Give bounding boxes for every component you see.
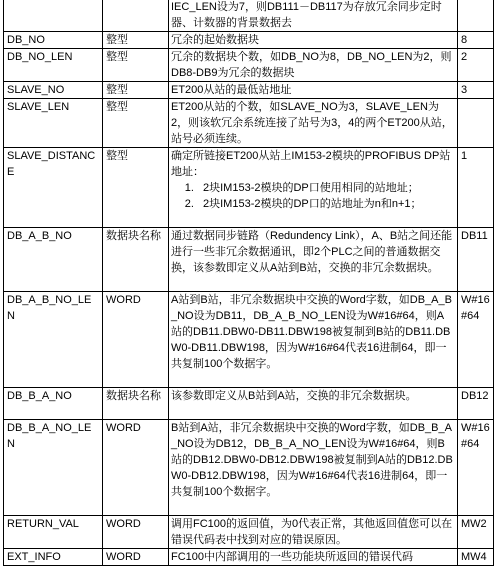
param-name-cell: DB_B_A_NO_LEN: [4, 420, 103, 516]
param-value-cell: DB12: [458, 388, 494, 420]
parameter-table: [3, 0, 494, 566]
param-desc-cell: FC100中内部调用的一些功能块所返回的错误代码: [169, 549, 458, 566]
table-row: [4, 420, 494, 516]
table-row: [4, 49, 494, 82]
table-row: [4, 388, 494, 420]
param-name-cell: EXT_INFO: [4, 549, 103, 566]
param-value-cell: W#16#64: [458, 292, 494, 388]
address-option-list: [171, 180, 454, 212]
table-row: [4, 99, 494, 148]
param-desc-cell: 冗余的数据块个数，如DB_NO为8，DB_NO_LEN为2，则DB8-DB9为冗余的数据块: [169, 49, 458, 82]
param-desc-text: 确定所链接ET200从站上IM153-2模块的PROFIBUS DP站地址：: [171, 150, 451, 178]
param-desc-cell: IEC_LEN设为7，则DB111－DB117为存放冗余同步定时器、计数器的背景数据去: [169, 0, 458, 32]
param-name-cell: SLAVE_NO: [4, 82, 103, 99]
param-name-cell: DB_B_A_NO: [4, 388, 103, 420]
param-desc-cell: ET200从站的个数，如SLAVE_NO为3，SLAVE_LEN为2，则该软冗余系统连接了站号为3，4的两个ET200从站，站号必须连续。: [169, 99, 458, 148]
param-desc-cell: 通过数据同步链路（Redundency Link），A、B站之间还能进行一些非冗余数据通讯，即2个PLC之间的普通数据交换，该参数即定义从A站到B站，交换的非冗余数据块。: [169, 228, 458, 292]
param-type-cell: 整型: [103, 99, 169, 148]
table-row: [4, 82, 494, 99]
table-row: [4, 228, 494, 292]
param-name-cell: SLAVE_DISTANCE: [4, 148, 103, 228]
param-value-cell: 1: [458, 148, 494, 228]
param-desc-cell: 冗余的起始数据块: [169, 32, 458, 49]
param-type-cell: WORD: [103, 420, 169, 516]
param-desc-cell: [169, 148, 458, 228]
param-name-cell: DB_A_B_NO_LEN: [4, 292, 103, 388]
param-name-cell: RETURN_VAL: [4, 516, 103, 549]
param-type-cell: 数据块名称: [103, 228, 169, 292]
param-value-cell: W#16#64: [458, 420, 494, 516]
param-type-cell: WORD: [103, 292, 169, 388]
table-row: [4, 292, 494, 388]
param-type-cell: 整型: [103, 82, 169, 99]
list-item: 2. 2块IM153-2模块的DP口的站地址为n和n+1；: [197, 196, 454, 212]
table-row: [4, 516, 494, 549]
param-value-cell: 8: [458, 32, 494, 49]
table-row: [4, 549, 494, 566]
param-value-cell: 3: [458, 82, 494, 99]
param-name-cell: DB_NO: [4, 32, 103, 49]
param-name-cell: SLAVE_LEN: [4, 99, 103, 148]
param-type-cell: 数据块名称: [103, 388, 169, 420]
table-row: [4, 148, 494, 228]
table-row: [4, 0, 494, 32]
param-desc-cell: B站到A站，非冗余数据块中交换的Word字数，如DB_B_A_NO设为DB12，DB_B_A_NO_LEN设为W#16#64，则B站的DB12.DBW0-DB12.DBW198被复制到A站的DB12.DBW0-DB12.DBW198，因为W#16#64代表16进制64，即一共复制100个数据字。: [169, 420, 458, 516]
param-type-cell: [103, 0, 169, 32]
param-desc-cell: 调用FC100的返回值，为0代表正常，其他返回值您可以在错误代码表中找到对应的错误原因。: [169, 516, 458, 549]
param-value-cell: MW2: [458, 516, 494, 549]
param-value-cell: MW4: [458, 549, 494, 566]
param-name-cell: [4, 0, 103, 32]
param-type-cell: 整型: [103, 32, 169, 49]
param-desc-cell: A站到B站，非冗余数据块中交换的Word字数，如DB_A_B_NO设为DB11，DB_A_B_NO_LEN设为W#16#64，则A站的DB11.DBW0-DB11.DBW198被复制到B站的DB11.DBW0-DB11.DBW198，因为W#16#64代表16进制64，即一共复制100个数据字。: [169, 292, 458, 388]
param-type-cell: WORD: [103, 549, 169, 566]
param-value-cell: DB11: [458, 228, 494, 292]
param-value-cell: [458, 99, 494, 148]
param-type-cell: WORD: [103, 516, 169, 549]
list-item: 1. 2块IM153-2模块的DP口使用相同的站地址；: [197, 180, 454, 196]
param-type-cell: 整型: [103, 148, 169, 228]
table-row: [4, 32, 494, 49]
param-name-cell: DB_A_B_NO: [4, 228, 103, 292]
param-type-cell: 整型: [103, 49, 169, 82]
param-name-cell: DB_NO_LEN: [4, 49, 103, 82]
param-value-cell: 2: [458, 49, 494, 82]
param-value-cell: [458, 0, 494, 32]
param-desc-cell: ET200从站的最低站地址: [169, 82, 458, 99]
param-desc-cell: 该参数即定义从B站到A站，交换的非冗余数据块。: [169, 388, 458, 420]
